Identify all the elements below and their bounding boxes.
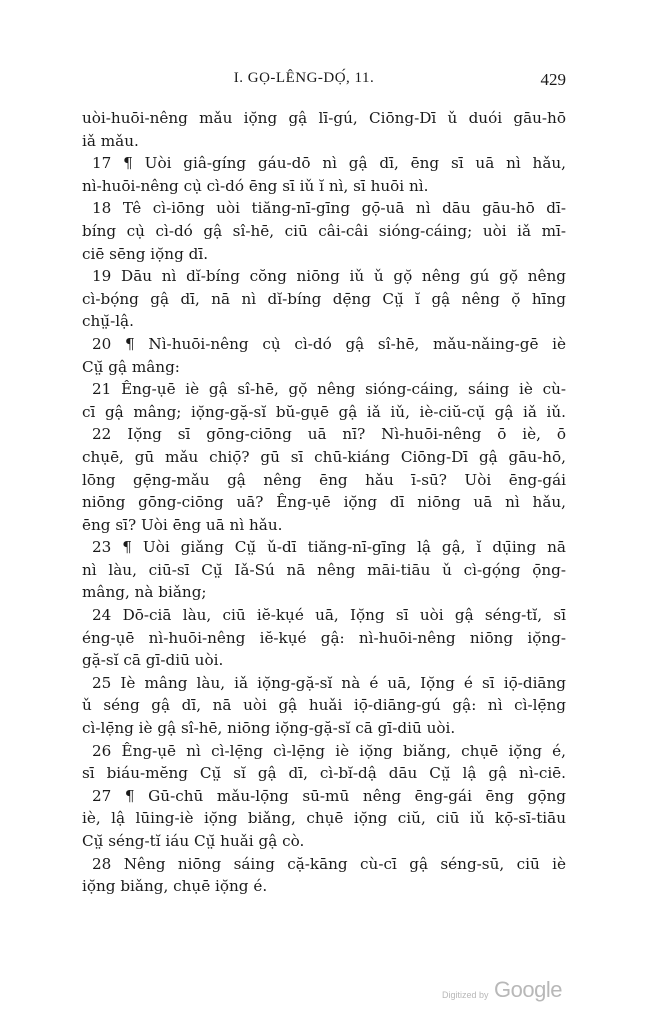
verse-19-start: 19 Dāu nì dĭ-bíng cŏng niōng iǔ ǔ gọ̆ nêng gú gọ̆ nêng: [92, 267, 566, 286]
text-line: éng-ụē nì-huōi-nêng iĕ-kụé gậ: nì-huōi-nêng niōng iọ̆ng-: [82, 628, 566, 647]
text-line: lōng gẹ̄ng-mǎu gậ nêng ēng hǎu ī-sū? Uòi ēng-gái: [82, 470, 566, 489]
text-line: ǔ séng gậ dī, nā uòi gậ huǎi iọ̄-diāng-gú gậ: nì cì-lẹ̄ng: [82, 696, 566, 715]
text-line: chṳ̆-lậ.: [82, 312, 134, 331]
text-line: gặ-sĭ cā gī-diū uòi.: [82, 651, 224, 670]
page-body: [82, 107, 566, 898]
text-line: cì-bọ́ng gậ dī, nā nì dĭ-bíng dẹ̄ng Cṳ̆ ĭ gậ nêng ọ̆ hīng: [82, 289, 566, 308]
page-number: 429: [540, 70, 566, 89]
verse-18-start: 18 Tê cì-iōng uòi tiăng-nī-gīng gọ̄-uā nì dāu gāu-hō dī-: [92, 199, 566, 218]
text-line: iọ̆ng biǎng, chụē iọ̆ng é.: [82, 877, 268, 896]
text-line: iǎ mǎu.: [82, 131, 139, 150]
watermark-prefix: Digitized by: [442, 990, 489, 1000]
digitized-by-google-watermark: [430, 977, 580, 1005]
verse-23-start: 23 ¶ Uòi giǎng Cṳ̆ ǔ-dī tiăng-nī-gīng lậ gậ, ĭ dụ̄ing nā: [92, 538, 566, 557]
text-line: sī biáu-mĕng Cṳ̆ sĭ gậ dī, cì-bĭ-dậ dāu Cṳ̆ lậ gậ nì-ciē.: [82, 764, 566, 783]
page-header: [82, 70, 566, 92]
verse-17-start: 17 ¶ Uòi giâ-gíng gáu-dō nì gậ dī, ēng sī uā nì hǎu,: [92, 154, 566, 173]
text-line: ciē sēng iọ̆ng dī.: [82, 244, 209, 263]
verse-26-start: 26 Êng-ụē nì cì-lẹ̄ng cì-lẹ̄ng iè iọ̆ng biǎng, chụē iọ̆ng é,: [92, 741, 566, 760]
text-line: cī gậ mâng; iọ̆ng-gặ-sĭ bŭ-gụē gậ iǎ iǔ, iè-ciŭ-cụ̆ gậ iǎ iǔ.: [82, 402, 566, 421]
text-line: uòi-huōi-nêng mǎu iọ̆ng gậ lī-gú, Ciōng-Dī ǔ duói gāu-hō: [82, 109, 566, 127]
verse-21-start: 21 Êng-ụē iè gậ sî-hē, gọ̆ nêng sióng-cáing, sáing iè cù-: [92, 380, 566, 399]
verse-25-start: 25 Iè mâng làu, iǎ iọ̆ng-gặ-sĭ nà é uā, Iọ̆ng é sī iọ̄-diāng: [92, 673, 566, 692]
verse-27-start: 27 ¶ Gū-chū mǎu-lọ̄ng sū-mū nêng ēng-gái ēng gọ̄ng: [92, 786, 566, 805]
text-line: ēng sī? Uòi ēng uā nì hǎu.: [82, 515, 283, 534]
text-line: nì làu, ciū-sī Cṳ̆ Iǎ-Sú nā nêng māi-tiāu ǔ cì-gọ́ng ọ̄ng-: [82, 560, 566, 579]
text-line: niōng gōng-ciōng uā? Êng-ụē iọ̆ng dī niōng uā nì hǎu,: [82, 493, 566, 512]
text-line: cì-lẹ̄ng iè gậ sî-hē, niōng iọ̆ng-gặ-sĭ cā gī-diū uòi.: [82, 719, 456, 738]
verse-24-start: 24 Dō-ciā làu, ciū iĕ-kụé uā, Iọ̆ng sī uòi gậ séng-tĭ, sī: [92, 606, 566, 625]
verse-22-start: 22 Iọ̆ng sī gōng-ciōng uā nī? Nì-huōi-nêng ō iè, ō: [92, 425, 566, 444]
text-line: bíng cụ̀ cì-dó gậ sî-hē, ciū câi-câi sióng-cáing; uòi iǎ mī-: [82, 221, 566, 240]
running-title: I. GỌ-LÊNG-DỌ́, 11.: [233, 70, 375, 86]
text-line: nì-huōi-nêng cụ̀ cì-dó ēng sī iǔ ĭ nì, sī huōi nì.: [82, 176, 429, 195]
google-logo: Google: [494, 977, 562, 1002]
text-line: mâng, nà biǎng;: [82, 583, 207, 602]
text-line: Cṳ̆ séng-tĭ iáu Cṳ̆ huǎi gậ cò.: [82, 832, 305, 850]
verse-20-start: 20 ¶ Nì-huōi-nêng cụ̀ cì-dó gậ sî-hē, mǎu-nǎing-gē iè: [92, 334, 566, 353]
text-line: Cṳ̆ gậ mâng:: [82, 357, 180, 376]
verse-28-start: 28 Nêng niōng sáing cặ-kāng cù-cī gậ séng-sū, ciū iè: [92, 854, 566, 873]
text-line: iè, lậ lūing-iè iọ̆ng biǎng, chụē iọ̆ng ciŭ, ciū iǔ kọ̄-sī-tiāu: [82, 809, 566, 828]
text-line: chụē, gū mǎu chiọ̄? gū sī chū-kiáng Ciōng-Dī gậ gāu-hō,: [82, 447, 566, 466]
